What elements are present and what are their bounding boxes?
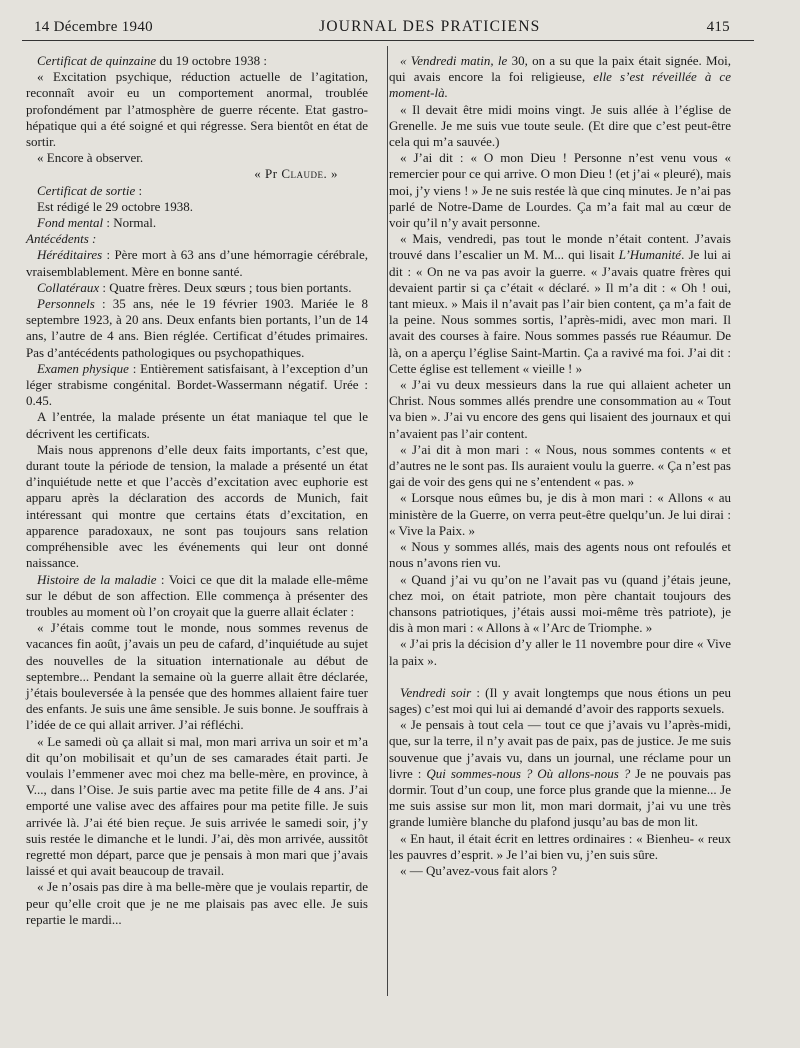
examen-physique: Examen physique : Entièrement satisfaisant, à l’exception d’un léger strabisme congénital. Bordet-Wassermann négatif. Urée : 0.45. xyxy=(26,360,368,409)
page-header xyxy=(34,18,730,36)
header-rule xyxy=(22,40,754,41)
quote-paragraph: « J’ai pris la décision d’y aller le 11 novembre pour dire « Vive la paix ». xyxy=(389,636,731,668)
column-divider xyxy=(387,46,388,996)
cert-sortie-body: Est rédigé le 29 octobre 1938. xyxy=(37,198,193,214)
collateraux: Collatéraux : Quatre frères. Deux sœurs ; tous bien portants. xyxy=(37,279,352,295)
quote-paragraph: « — Qu’avez-vous fait alors ? xyxy=(400,862,558,878)
header-date: 14 Décembre 1940 xyxy=(34,19,153,35)
cert-sortie-heading: Certificat de sortie : xyxy=(37,182,143,198)
paragraph-mais: Mais nous apprenons d’elle deux faits importants, c’est que, durant toute la période de tension, la malade a présenté un état d’inquiétude nette et que l’accès d’excitation avec euphorie est apparu après la déclaration des accords de Munich, fait intéressant qui montre que certains états d’excitation, en apparence paradoxaux, ne sont pas toujours sans relation compréhensible avec les événements qui leur ont donné naissance. xyxy=(26,441,368,571)
quote-paragraph: « Je pensais à tout cela — tout ce que j’avais vu l’après-midi, que, sur la terre, il n’y avait pas de paix, pas de justice. Je me suis souvenue que j’avais vu, dans un journal, une réclame pour un livre : Qui sommes-nous ? Où allons-nous ? Je ne pouvais pas dormir. Tout d’un coup, une force plus grande que la mienne... Je me suis assise sur mon lit, mon mari dormait, j’ai vu une très grande lumière blanche du plafond jusqu’au bas de mon lit. xyxy=(389,717,731,830)
quote-paragraph: « Le samedi où ça allait si mal, mon mari arriva un soir et m’a dit qu’on mobilisait et qu’un de ses camarades était parti. Je voulais l’emmener avec moi chez ma belle-mère, en province, à V..., dans l’Oise. Je suis partie avec ma petite fille de 4 ans. J’ai emporté une valise avec des affaires pour ma petite fille. Je suis arrivée là. J’ai été bien reçue. Je suis arrivée le samedi soir, j’y suis restée le dimanche et le lundi. J’ai, dès mon arrivée, aussitôt regretté mon départ, parce que je pensais à mon mari que j’avais laissé et qui avait beaucoup de travail. xyxy=(26,733,368,879)
quote-paragraph: « J’étais comme tout le monde, nous sommes revenus de vacances fin août, j’avais un peu de cafard, d’inquiétude au sujet des nouvelles de la situation internationale au début de septembre... Pendant la semaine où la guerre allait être déclarée, j’étais bouleversée à la pensée que des hommes allaient faire tuer des enfants. Je suis une âme sensible. Je suis bonne. Je souffrais à l’idée de ce qui allait arriver. J’ai réfléchi. xyxy=(26,620,368,733)
quote-paragraph: « J’ai vu deux messieurs dans la rue qui allaient acheter un Christ. Nous sommes allés prendre une consommation au « Tout va bien ». J’ai vu encore des gens qui lisaient des journaux et qui n’avaient pas l’air content. xyxy=(389,377,731,441)
fond-mental: Fond mental : Normal. xyxy=(37,215,157,231)
vendredi-matin: « Vendredi matin, le 30, on a su que la paix était signée. Moi, qui avais encore la foi religieuse, elle s’est réveillée à ce moment-là. xyxy=(389,53,731,101)
paragraph-entree: A l’entrée, la malade présente un état maniaque tel que le décrivent les certificats. xyxy=(26,409,368,441)
signature: « Pr Claude. » xyxy=(254,166,338,182)
cert-quinzaine-heading: Certificat de quinzaine du 19 octobre 1938 : xyxy=(37,53,267,68)
personnels: Personnels : 35 ans, née le 19 février 1903. Mariée le 8 septembre 1923, à 20 ans. Deux enfants bien portants, l’un de 14 ans, l’autre de 4 ans. Bien réglée. Certificat d’études primaires. Pas d’antécédents pathologiques ou psychopathiques. xyxy=(26,296,368,360)
quote-paragraph: « Mais, vendredi, pas tout le monde n’était content. J’avais trouvé dans l’escalier un M. M... qui lisait L’Humanité. Je lui ai dit : « On ne va pas avoir la guerre. « J’avais quatre frères qui devaient partir si ça c’était « déclaré. » Il m’a dit : « Oh ! oui, tant mieux. » Mais il n’avait pas l’air bien content, ça m’a fait de la peine. Nous sommes sortis, l’après-midi, avec mon mari. Il avait des courses à faire. Nous sommes passés rue Réaumur. De là, on a aperçu l’église Saint-Martin. Ça a ravivé ma foi. J’ai dit : Cette église est tellement « vieille ! » xyxy=(389,231,732,376)
cert-quinzaine-end: « Encore à observer. xyxy=(37,150,144,166)
quote-paragraph: « Je n’osais pas dire à ma belle-mère que je voulais repartir, de peur qu’elle croit que je ne me plaisais pas avec elle. Je suis repartie le mardi... xyxy=(26,879,368,927)
quote-paragraph: « J’ai dit à mon mari : « Nous, nous sommes contents « et d’autres ne le sont pas. Ils auraient voulu la guerre. « Ça n’est pas gai de voir des gens qui ne s’entendent « pas. » xyxy=(389,441,731,490)
page-number: 415 xyxy=(706,19,730,35)
cert-quinzaine-body: « Excitation psychique, réduction actuelle de l’agitation, reconnaît avoir eu un comportement anormal, troublée profondément par l’atmosphère de guerre récente. Etat gastro-hépatique qui a été soigné et qui régresse. Sera bientôt en état de sortir. xyxy=(26,69,368,150)
journal-title: JOURNAL DES PRATICIENS xyxy=(319,18,541,35)
quote-paragraph: « En haut, il était écrit en lettres ordinaires : « Bienheu- « reux les pauvres d’esprit. » Je l’ai bien vu, j’en suis sûre. xyxy=(389,830,731,862)
right-column xyxy=(389,53,731,879)
hereditaires: Héréditaires : Père mort à 63 ans d’une hémorragie cérébrale, vraisemblablement. Mère en bonne santé. xyxy=(26,247,368,279)
quote-paragraph: « Nous y sommes allés, mais des agents nous ont refoulés et nous n’avons rien vu. xyxy=(389,539,731,571)
quote-paragraph: « Il devait être midi moins vingt. Je suis allée à l’église de Grenelle. Je me suis vue toute seule. (Et dire que c’est peut-être cela qui m’a sauvée.) xyxy=(389,101,731,150)
antecedents-heading: Antécédents : xyxy=(26,231,97,247)
quote-paragraph: « J’ai dit : « O mon Dieu ! Personne n’est venu vous « remercier pour ce qui arrive. O mon Dieu ! (et j’ai « pleuré), mais moi, j’y viens ! » Je ne suis restée là que cinq minutes. Je n’ai pas parlé de Notre-Dame de Lourdes. Ça m’a fait mal au cœur de voir qu’il n’y avait personne. xyxy=(389,150,731,231)
left-column xyxy=(26,53,368,928)
vendredi-soir: Vendredi soir : (Il y avait longtemps que nous étions un peu sages) c’est moi qui lui ai demandé d’avoir des rapports sexuels. xyxy=(389,684,731,716)
histoire-maladie: Histoire de la maladie : Voici ce que dit la malade elle-même sur le début de son affection. Elle commença à présenter des troubles au moment où l’on croyait que la guerre allait éclater : xyxy=(26,571,368,619)
quote-paragraph: « Quand j’ai vu qu’on ne l’avait pas vu (quand j’étais jeune, chez moi, on était patriote, mon père chantait toujours des chansons patriotiques, j’étais aussi moi-même très patriote), je dis à mon mari : « Allons à « l’Arc de Triomphe. » xyxy=(389,571,731,636)
quote-paragraph: « Lorsque nous eûmes bu, je dis à mon mari : « Allons « au ministère de la Guerre, on verra peut-être quelqu’un. Je lui dirai : « Vive la Paix. » xyxy=(389,490,731,538)
